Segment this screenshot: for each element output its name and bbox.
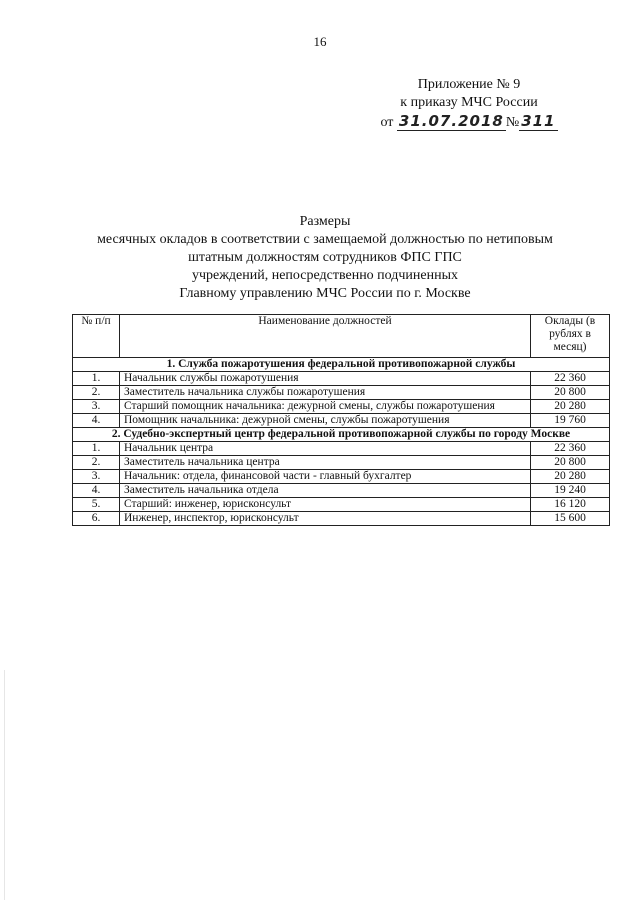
table-row (73, 512, 610, 526)
title-line2: месячных окладов в соответствии с замещаемой должностью по нетиповым (97, 232, 553, 247)
appendix-line2: к приказу МЧС России (400, 95, 538, 110)
header-salary: Оклады (в рублях в месяц) (531, 315, 610, 358)
document-title (60, 213, 590, 303)
appendix-date-line (374, 112, 564, 132)
row-name: Инженер, инспектор, юрисконсульт (120, 512, 531, 526)
title-line4: учреждений, непосредственно подчиненных (191, 268, 459, 283)
table-row (73, 372, 610, 386)
row-num: 2. (73, 456, 120, 470)
scan-artifact-line (4, 670, 5, 900)
row-num: 6. (73, 512, 120, 526)
table-row (73, 442, 610, 456)
appendix-header (374, 76, 564, 132)
row-num: 4. (73, 484, 120, 498)
table-header-row (73, 315, 610, 358)
title-line5: Главному управлению МЧС России по г. Москве (179, 286, 471, 301)
row-name: Старший: инженер, юрисконсульт (120, 498, 531, 512)
row-num: 4. (73, 414, 120, 428)
row-salary: 22 360 (531, 372, 610, 386)
table-row (73, 400, 610, 414)
header-name: Наименование должностей (120, 315, 531, 358)
row-salary: 20 280 (531, 470, 610, 484)
row-salary: 20 280 (531, 400, 610, 414)
table-row (73, 470, 610, 484)
row-name: Заместитель начальника отдела (120, 484, 531, 498)
section-title: 1. Служба пожаротушения федеральной противопожарной службы (73, 358, 610, 372)
handwritten-date: 31.07.2018 (398, 112, 504, 130)
row-num: 3. (73, 470, 120, 484)
row-salary: 15 600 (531, 512, 610, 526)
page-number: 16 (313, 34, 327, 49)
table-row (73, 484, 610, 498)
row-name: Помощник начальника: дежурной смены, службы пожаротушения (120, 414, 531, 428)
section-title: 2. Судебно-экспертный центр федеральной противопожарной службы по городу Москве (73, 428, 610, 442)
row-num: 1. (73, 442, 120, 456)
row-name: Старший помощник начальника: дежурной смены, службы пожаротушения (120, 400, 531, 414)
table-row (73, 456, 610, 470)
row-num: 2. (73, 386, 120, 400)
row-num: 5. (73, 498, 120, 512)
row-name: Заместитель начальника службы пожаротушения (120, 386, 531, 400)
section-row (73, 428, 610, 442)
row-salary: 19 240 (531, 484, 610, 498)
header-num: № п/п (73, 315, 120, 358)
section-row (73, 358, 610, 372)
handwritten-number: 311 (521, 112, 556, 130)
row-salary: 16 120 (531, 498, 610, 512)
title-line1: Размеры (299, 214, 351, 229)
row-salary: 20 800 (531, 386, 610, 400)
row-salary: 20 800 (531, 456, 610, 470)
date-prefix: от (380, 115, 394, 130)
row-name: Начальник службы пожаротушения (120, 372, 531, 386)
table-row (73, 386, 610, 400)
title-line3: штатным должностям сотрудников ФПС ГПС (188, 250, 462, 265)
row-name: Начальник: отдела, финансовой части - главный бухгалтер (120, 470, 531, 484)
row-num: 1. (73, 372, 120, 386)
row-salary: 22 360 (531, 442, 610, 456)
salary-table (72, 314, 610, 526)
row-name: Начальник центра (120, 442, 531, 456)
table-row (73, 414, 610, 428)
row-salary: 19 760 (531, 414, 610, 428)
appendix-line1: Приложение № 9 (417, 77, 521, 92)
table-row (73, 498, 610, 512)
row-num: 3. (73, 400, 120, 414)
row-name: Заместитель начальника центра (120, 456, 531, 470)
number-prefix: № (505, 115, 520, 130)
